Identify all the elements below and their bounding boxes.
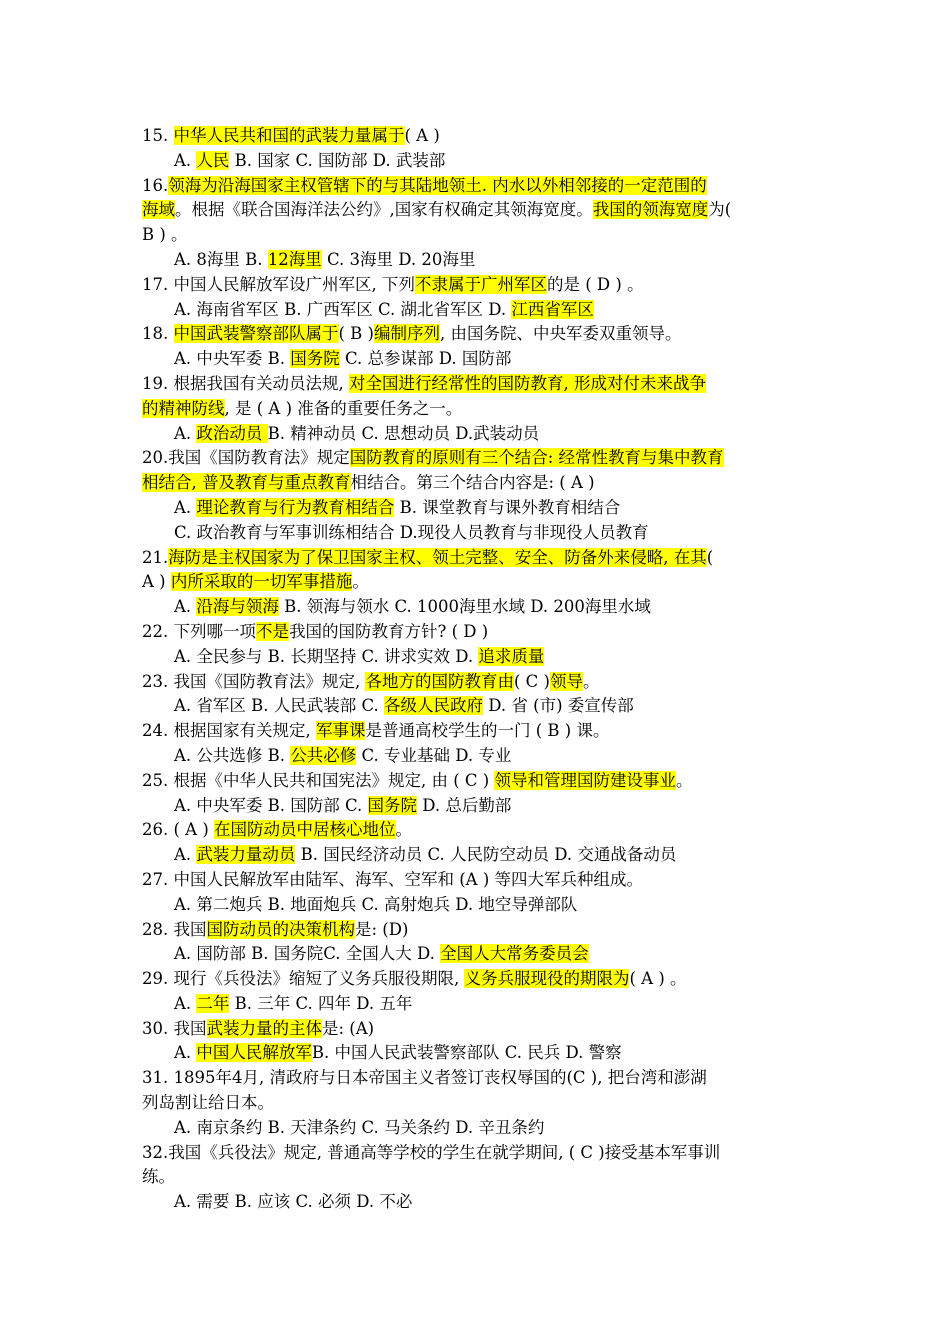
text-segment: A. 海南省军区 B. 广西军区 C. 湖北省军区 D. (174, 299, 512, 319)
highlighted-text: 武装力量动员 (196, 845, 296, 865)
text-segment: 29. 现行《兵役法》缩短了义务兵服役期限, (142, 969, 465, 989)
question-text-line (142, 1017, 814, 1042)
text-segment: A. (174, 497, 197, 517)
text-segment: 32.我国《兵役法》规定, 普通高等学校的学生在就学期间, ( C )接受基本军事训 (142, 1142, 721, 1162)
answer-options-line (142, 298, 814, 323)
answer-options-line (142, 893, 814, 918)
text-segment: B ) 。 (142, 225, 188, 245)
text-segment: 是普通高校学生的一门 ( B ) 课。 (365, 721, 610, 741)
text-segment: 。 (352, 572, 369, 592)
text-segment: 相结合。第三个结合内容是: ( A ) (350, 473, 595, 493)
answer-options-line (142, 521, 814, 546)
text-segment: 为( (708, 200, 732, 220)
text-segment: 。 (582, 671, 600, 691)
highlighted-text: 理论教育与行为教育相结合 (196, 497, 395, 517)
text-segment: A. 中央军委 B. (174, 349, 291, 369)
highlighted-text: 各地方的国防教育由 (365, 671, 514, 691)
highlighted-text: 中国人民解放军 (196, 1043, 312, 1063)
text-segment: C. 3海里 D. 20海里 (321, 249, 476, 269)
question-text-line (142, 446, 814, 471)
question-text-line (142, 397, 814, 422)
answer-options-line (142, 1041, 814, 1066)
text-segment: 31. 1895年4月, 清政府与日本帝国主义者签订丧权辱国的(C ), 把台湾和澎湖 (142, 1068, 707, 1088)
text-segment: A. 8海里 B. (174, 249, 268, 269)
text-segment: A. (174, 423, 197, 443)
answer-options-line (142, 744, 814, 769)
highlighted-text: 人民 (196, 150, 230, 170)
text-segment: 19. 根据我国有关动员法规, (142, 373, 349, 393)
highlighted-text: 编制序列 (374, 324, 440, 344)
question-text-line (142, 471, 814, 496)
highlighted-text: 国务院 (367, 795, 418, 815)
highlighted-text: 12海里 (267, 249, 322, 269)
text-segment: A. (174, 845, 197, 865)
question-text-line (142, 372, 814, 397)
answer-options-line (142, 149, 814, 174)
highlighted-text: 的精神防线 (142, 398, 225, 418)
highlighted-text: 海防是主权国家为了保卫国家主权、领土完整、安全、防备外来侵略, 在其 (168, 547, 707, 567)
question-text-line (142, 174, 814, 199)
text-segment: B. 精神动员 C. 思想动员 D.武装动员 (267, 423, 540, 443)
question-text-line (142, 818, 814, 843)
text-segment: B. 领海与领水 C. 1000海里水域 D. 200海里水域 (278, 597, 651, 617)
text-segment: B. 国民经济动员 C. 人民防空动员 D. 交通战备动员 (295, 845, 677, 865)
text-segment: C. 政治教育与军事训练相结合 D.现役人员教育与非现役人员教育 (174, 522, 649, 542)
text-segment: 23. 我国《国防教育法》规定, (142, 671, 366, 691)
highlighted-text: 义务兵服现役的期限为 (464, 969, 630, 989)
question-text-line (142, 273, 814, 298)
question-text-line (142, 124, 814, 149)
text-segment: 练。 (142, 1167, 175, 1187)
highlighted-text: 不隶属于广州军区 (414, 274, 547, 294)
question-text-line (142, 322, 814, 347)
text-segment: 27. 中国人民解放军由陆军、海军、空军和 (A ) 等四大军兵种组成。 (142, 869, 644, 889)
highlighted-text: 国务院 (290, 349, 340, 369)
question-text-line (142, 1165, 814, 1190)
text-segment: 22. 下列哪一项 (142, 621, 256, 641)
text-segment: , 由国务院、中央军委双重领导。 (440, 324, 682, 344)
highlighted-text: 军事课 (315, 721, 366, 741)
text-segment: A. 国防部 B. 国务院C. 全国人大 D. (174, 944, 441, 964)
highlighted-text: 二年 (196, 993, 230, 1013)
text-segment: A. 中央军委 B. 国防部 C. (174, 795, 368, 815)
highlighted-text: 内所采取的一切军事措施 (170, 572, 353, 592)
highlighted-text: 江西省军区 (511, 299, 594, 319)
text-segment: ( (706, 547, 714, 567)
text-segment: ( B ) (338, 324, 374, 344)
text-segment: D. 省 (市) 委宣传部 (483, 696, 634, 716)
question-text-line (142, 868, 814, 893)
question-text-line (142, 967, 814, 992)
text-segment: C. 总参谋部 D. 国防部 (339, 349, 512, 369)
question-text-line (142, 620, 814, 645)
highlighted-text: 追求质量 (478, 646, 545, 666)
highlighted-text: 领海为沿海国家主权管辖下的与其陆地领土. 内水以外相邻接的一定范围的 (168, 175, 707, 195)
text-segment: , 是 ( A ) 准备的重要任务之一。 (224, 398, 463, 418)
text-segment: 24. 根据国家有关规定, (142, 721, 316, 741)
highlighted-text: 国防教育的原则有三个结合: 经常性教育与集中教育 (349, 448, 724, 468)
text-segment: C. 专业基础 D. 专业 (356, 745, 512, 765)
highlighted-text: 中华人民共和国的武装力量属于 (173, 126, 405, 145)
highlighted-text: 对全国进行经常性的国防教育, 形成对付未来战争 (348, 373, 706, 393)
question-text-line (142, 1091, 814, 1116)
text-segment: 21. (142, 547, 169, 567)
text-segment: A. (174, 1043, 197, 1063)
highlighted-text: 海域 (142, 200, 175, 220)
text-segment: 是: (A) (322, 1018, 375, 1038)
answer-options-line (142, 1190, 814, 1215)
text-segment: B. 国家 C. 国防部 D. 武装部 (229, 150, 446, 170)
highlighted-text: 沿海与领海 (196, 597, 279, 617)
question-text-line (142, 198, 814, 223)
question-text-line (142, 570, 814, 595)
text-segment: B. 课堂教育与课外教育相结合 (394, 497, 621, 517)
text-segment: B. 三年 C. 四年 D. 五年 (229, 993, 413, 1013)
text-segment: A. (174, 597, 197, 617)
answer-options-line (142, 496, 814, 521)
text-segment: 28. 我国 (142, 919, 207, 939)
text-segment: A. 需要 B. 应该 C. 必须 D. 不必 (174, 1192, 413, 1212)
question-text-line (142, 546, 814, 571)
text-segment: 。 (675, 770, 693, 790)
text-segment: A. (174, 993, 197, 1013)
highlighted-text: 领导和管理国防建设事业 (494, 770, 676, 790)
question-text-line (142, 223, 814, 248)
text-segment: ( A ) 。 (629, 969, 687, 989)
text-segment: 17. 中国人民解放军设广州军区, 下列 (142, 274, 415, 294)
highlighted-text: 我国的领海宽度 (592, 200, 709, 220)
text-segment: A. (174, 150, 197, 170)
text-segment: B. 中国人民武装警察部队 C. 民兵 D. 警察 (311, 1043, 622, 1063)
text-segment: 是: (D) (355, 919, 409, 939)
text-segment: 。 (395, 820, 413, 840)
text-segment: 30. 我国 (142, 1018, 207, 1038)
question-text-line (142, 769, 814, 794)
highlighted-text: 公共必修 (290, 745, 357, 765)
highlighted-text: 在国防动员中居核心地位 (214, 820, 396, 840)
text-segment: A ) (142, 572, 171, 592)
question-text-line (142, 1066, 814, 1091)
highlighted-text: 领导 (549, 671, 583, 691)
answer-options-line (142, 843, 814, 868)
text-segment: 16. (142, 175, 169, 195)
answer-options-line (142, 794, 814, 819)
answer-options-line (142, 942, 814, 967)
answer-options-line (142, 694, 814, 719)
question-text-line (142, 918, 814, 943)
question-text-line (142, 670, 814, 695)
highlighted-text: 相结合, 普及教育与重点教育 (142, 473, 351, 493)
text-segment: 20.我国《国防教育法》规定 (142, 448, 350, 468)
answer-options-line (142, 422, 814, 447)
text-segment: ( C ) (513, 671, 550, 691)
highlighted-text: 政治动员 (196, 423, 268, 443)
highlighted-text: 中国武装警察部队属于 (173, 324, 339, 344)
answer-options-line (142, 347, 814, 372)
question-document (142, 124, 814, 1215)
answer-options-line (142, 1116, 814, 1141)
text-segment: 18. (142, 324, 174, 344)
text-segment: 列岛割让给日本。 (142, 1093, 274, 1113)
answer-options-line (142, 595, 814, 620)
text-segment: 26. ( A ) (142, 820, 215, 840)
text-segment: D. 总后勤部 (417, 795, 512, 815)
text-segment: A. 南京条约 B. 天津条约 C. 马关条约 D. 辛丑条约 (174, 1117, 545, 1137)
question-text-line (142, 719, 814, 744)
text-segment: A. 省军区 B. 人民武装部 C. (174, 696, 385, 716)
text-segment: A. 公共选修 B. (174, 745, 291, 765)
text-segment: 。根据《联合国海洋法公约》,国家有权确定其领海宽度。 (175, 200, 593, 220)
highlighted-text: 全国人大常务委员会 (440, 944, 589, 964)
text-segment: 25. 根据《中华人民共和国宪法》规定, 由 ( C ) (142, 770, 495, 790)
highlighted-text: 不是 (256, 621, 289, 641)
answer-options-line (142, 248, 814, 273)
text-segment: 我国的国防教育方针? ( D ) (289, 621, 489, 641)
highlighted-text: 国防动员的决策机构 (206, 919, 355, 939)
text-segment: A. 第二炮兵 B. 地面炮兵 C. 高射炮兵 D. 地空导弹部队 (174, 894, 578, 914)
highlighted-text: 各级人民政府 (384, 696, 484, 716)
answer-options-line (142, 992, 814, 1017)
answer-options-line (142, 645, 814, 670)
text-segment: ( A ) (404, 126, 440, 145)
text-segment: A. 全民参与 B. 长期坚持 C. 讲求实效 D. (174, 646, 479, 666)
text-segment: 15. (142, 126, 174, 145)
text-segment: 的是 ( D ) 。 (546, 274, 644, 294)
question-text-line (142, 1141, 814, 1166)
highlighted-text: 武装力量的主体 (206, 1018, 322, 1038)
